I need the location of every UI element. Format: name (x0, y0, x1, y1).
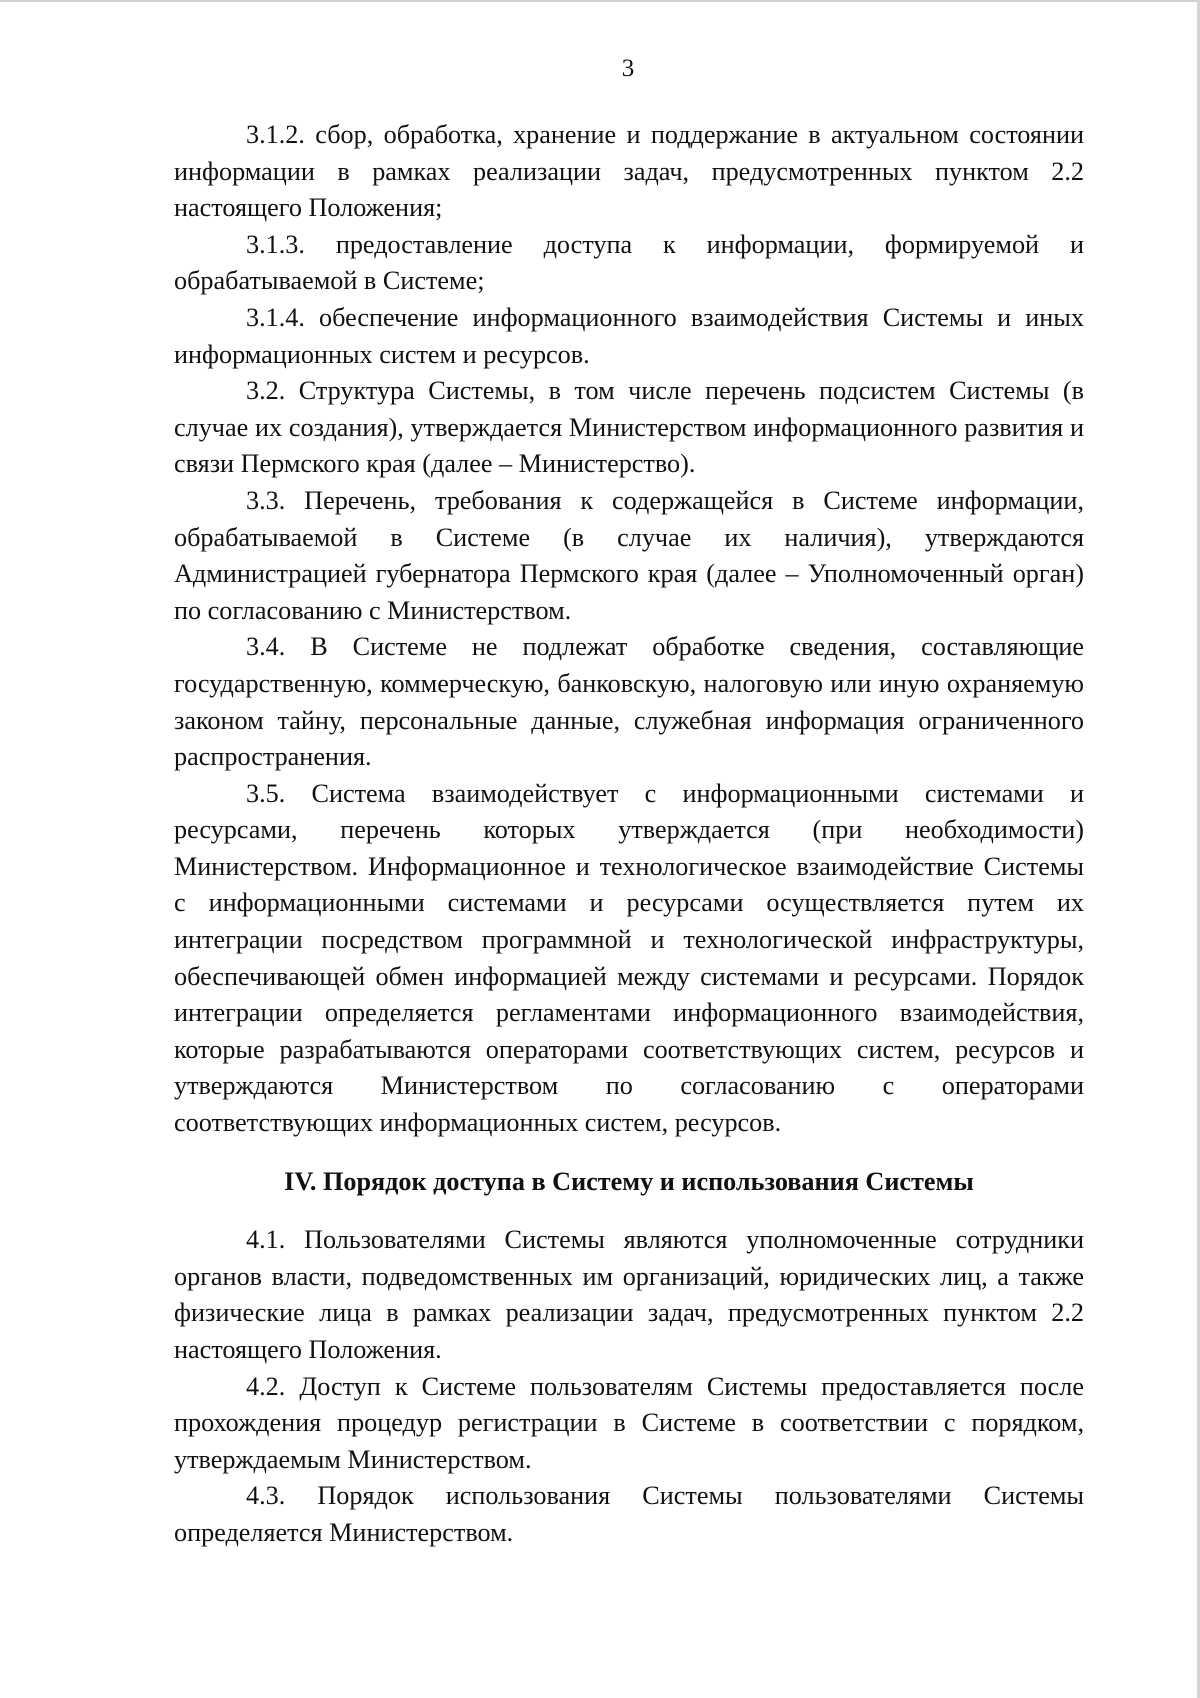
page-number: 3 (621, 55, 635, 82)
paragraph-3-3: 3.3. Перечень, требования к содержащейся в Системе информации, обрабатываемой в Системе (в случае их наличия), утверждаются Администрацией губернатора Пермского края (далее – Уполномоченный орган) по согласованию с Министерством. (174, 485, 1084, 625)
paragraph-3-1-3: 3.1.3. предоставление доступа к информации, формируемой и обрабатываемой в Системе; (174, 229, 1084, 296)
paragraph-3-1-4: 3.1.4. обеспечение информационного взаимодействия Системы и иных информационных систем и ресурсов. (174, 302, 1084, 369)
paragraph-3-5: 3.5. Система взаимодействует с информационными системами и ресурсами, перечень которых утверждается (при необходимости) Министерством. Информационное и технологическое взаимодействие Системы с информационными системами и ресурсами осуществляется путем их интеграции посредством программной и технологической инфраструктуры, обеспечивающей обмен информацией между системами и ресурсами. Порядок интеграции определяется регламентами информационного взаимодействия, которые разрабатываются операторами соответствующих систем, ресурсов и утверждаются Министерством по согласованию с операторами соответствующих информационных систем, ресурсов. (174, 778, 1084, 1138)
page-top-edge (0, 0, 1200, 2)
paragraph-3-4: 3.4. В Системе не подлежат обработке сведения, составляющие государственную, коммерческую, банковскую, налоговую или иную охраняемую законом тайну, персональные данные, служебная информация ограниченного распространения. (174, 632, 1084, 772)
paragraph-3-2: 3.2. Структура Системы, в том числе перечень подсистем Системы (в случае их создания), утверждается Министерством информационного развития и связи Пермского края (далее – Министерство). (174, 376, 1084, 479)
paragraph-4-1: 4.1. Пользователями Системы являются уполномоченные сотрудники органов власти, подведомственных им организаций, юридических лиц, а также физические лица в рамках реализации задач, предусмотренных пунктом 2.2 настоящего Положения. (174, 1225, 1084, 1364)
section-heading: IV. Порядок доступа в Систему и использования Системы (284, 1166, 974, 1196)
paragraph-4-2: 4.2. Доступ к Системе пользователям Системы предоставляется после прохождения процедур регистрации в Системе в соответствии с порядком, утверждаемым Министерством. (174, 1371, 1084, 1474)
paragraph-4-3: 4.3. Порядок использования Системы пользователями Системы определяется Министерством. (174, 1481, 1084, 1547)
paragraph-3-1-2: 3.1.2. сбор, обработка, хранение и поддержание в актуальном состоянии информации в рамках реализации задач, предусмотренных пунктом 2.2 настоящего Положения; (174, 120, 1084, 223)
document-body (174, 117, 1084, 1552)
